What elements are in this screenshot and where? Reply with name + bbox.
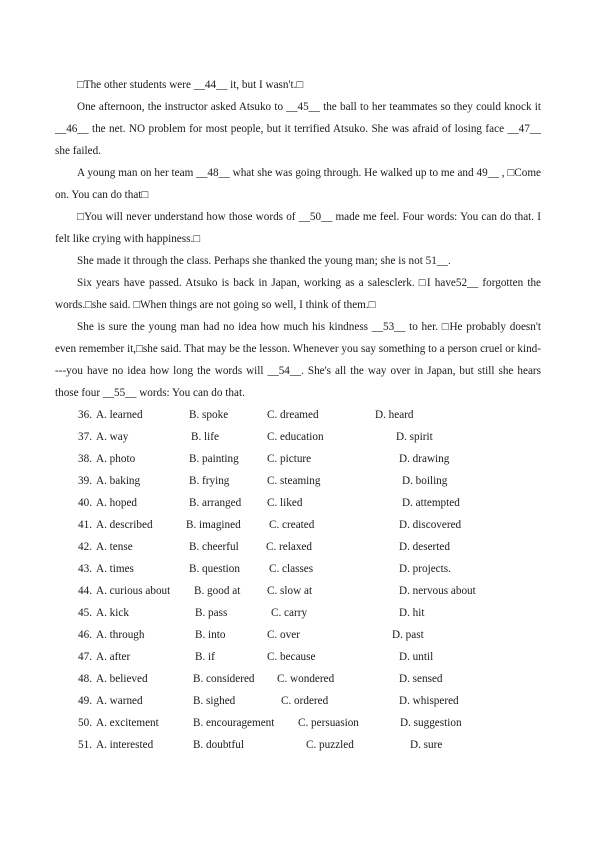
question-number: 36. — [78, 409, 92, 421]
option-a: A. tense — [96, 541, 133, 553]
question-number: 46. — [78, 629, 92, 641]
option-a: A. believed — [96, 673, 148, 685]
question-number: 43. — [78, 563, 92, 575]
option-c: C. classes — [269, 563, 314, 575]
option-b: B. doubtful — [193, 739, 244, 751]
option-d: D. until — [399, 651, 434, 663]
option-b: B. encouragement — [193, 717, 275, 729]
option-b: B. frying — [189, 475, 230, 487]
question-number: 48. — [78, 673, 92, 685]
option-c: C. slow at — [267, 585, 313, 597]
question-number: 40. — [78, 497, 92, 509]
option-d: D. whispered — [399, 695, 459, 707]
option-c: C. liked — [267, 497, 303, 509]
option-a: A. described — [96, 519, 153, 531]
option-d: D. deserted — [399, 541, 450, 553]
option-a: A. through — [96, 629, 145, 641]
question-number: 38. — [78, 453, 92, 465]
question-number: 47. — [78, 651, 92, 663]
option-a: A. baking — [96, 475, 141, 487]
option-a: A. curious about — [96, 585, 171, 597]
option-b: B. painting — [189, 453, 239, 465]
question-number: 49. — [78, 695, 92, 707]
option-a: A. interested — [96, 739, 154, 751]
question-number: 42. — [78, 541, 92, 553]
option-c: C. created — [269, 519, 315, 531]
question-number: 45. — [78, 607, 92, 619]
option-b: B. considered — [193, 673, 255, 685]
option-b: B. if — [195, 651, 215, 663]
option-c: C. puzzled — [306, 739, 354, 751]
option-b: B. good at — [194, 585, 241, 597]
option-c: C. dreamed — [267, 409, 319, 421]
option-a: A. times — [96, 563, 134, 575]
question-number: 37. — [78, 431, 92, 443]
option-d: D. spirit — [396, 431, 433, 443]
question-number: 41. — [78, 519, 92, 531]
option-b: B. cheerful — [189, 541, 239, 553]
option-b: B. arranged — [189, 497, 242, 509]
passage-paragraph: □The other students were __44__ it, but I wasn't.□ — [77, 79, 304, 91]
option-d: D. projects. — [399, 563, 451, 575]
passage-paragraph: □You will never understand how those words of __50__ made me feel. Four words: You can do that. I felt like crying with happiness.□ — [55, 211, 541, 245]
option-c: C. steaming — [267, 475, 321, 487]
option-d: D. sure — [410, 739, 443, 751]
option-a: A. hoped — [96, 497, 138, 509]
option-d: D. attempted — [402, 497, 460, 509]
option-a: A. learned — [96, 409, 143, 421]
question-number: 50. — [78, 717, 92, 729]
option-b: B. imagined — [186, 519, 241, 531]
passage-paragraph: Six years have passed. Atsuko is back in Japan, working as a salesclerk. □I have52__ forgotten the words.□she said. □When things are not going so well, I think of them.□ — [55, 277, 541, 311]
question-number: 44. — [78, 585, 92, 597]
option-c: C. relaxed — [266, 541, 312, 553]
option-c: C. ordered — [281, 695, 329, 707]
option-d: D. boiling — [402, 475, 448, 487]
option-b: B. into — [195, 629, 226, 641]
option-b: B. question — [189, 563, 240, 575]
option-b: B. pass — [195, 607, 228, 619]
option-a: A. warned — [96, 695, 143, 707]
option-a: A. way — [96, 431, 129, 443]
option-d: D. heard — [375, 409, 414, 421]
passage-paragraph: One afternoon, the instructor asked Atsuko to __45__ the ball to her teammates so they could knock it __46__ the net. NO problem for most people, but it terrified Atsuko. She was afraid of losing face __47__ she failed. — [55, 101, 541, 157]
option-d: D. sensed — [399, 673, 443, 685]
option-d: D. past — [392, 629, 424, 641]
option-b: B. sighed — [193, 695, 236, 707]
option-d: D. discovered — [399, 519, 462, 531]
option-b: B. spoke — [189, 409, 229, 421]
option-c: C. persuasion — [298, 717, 359, 729]
option-a: A. excitement — [96, 717, 159, 729]
option-a: A. kick — [96, 607, 129, 619]
option-a: A. after — [96, 651, 131, 663]
question-number: 51. — [78, 739, 92, 751]
option-c: C. wondered — [277, 673, 335, 685]
option-c: C. carry — [271, 607, 308, 619]
passage-paragraph: She made it through the class. Perhaps she thanked the young man; she is not 51__. — [77, 255, 451, 267]
question-number: 39. — [78, 475, 92, 487]
option-d: D. suggestion — [400, 717, 462, 729]
option-d: D. drawing — [399, 453, 450, 465]
option-d: D. nervous about — [399, 585, 476, 597]
option-c: C. education — [267, 431, 324, 443]
option-d: D. hit — [399, 607, 425, 619]
option-c: C. over — [267, 629, 300, 641]
option-c: C. because — [267, 651, 316, 663]
passage-paragraph: A young man on her team __48__ what she was going through. He walked up to me and 49__ , □Come on. You can do that□ — [55, 167, 541, 201]
option-a: A. photo — [96, 453, 136, 465]
option-b: B. life — [191, 431, 219, 443]
option-c: C. picture — [267, 453, 312, 465]
passage-paragraph: She is sure the young man had no idea how much his kindness __53__ to her. □He probably doesn't even remember it,□she said. That may be the lesson. Whenever you say something to a person cruel or kind----you have no idea how long the words will __54__. She's all the way over in Japan, but still she hears those four __55__ words: You can do that. — [55, 321, 541, 399]
